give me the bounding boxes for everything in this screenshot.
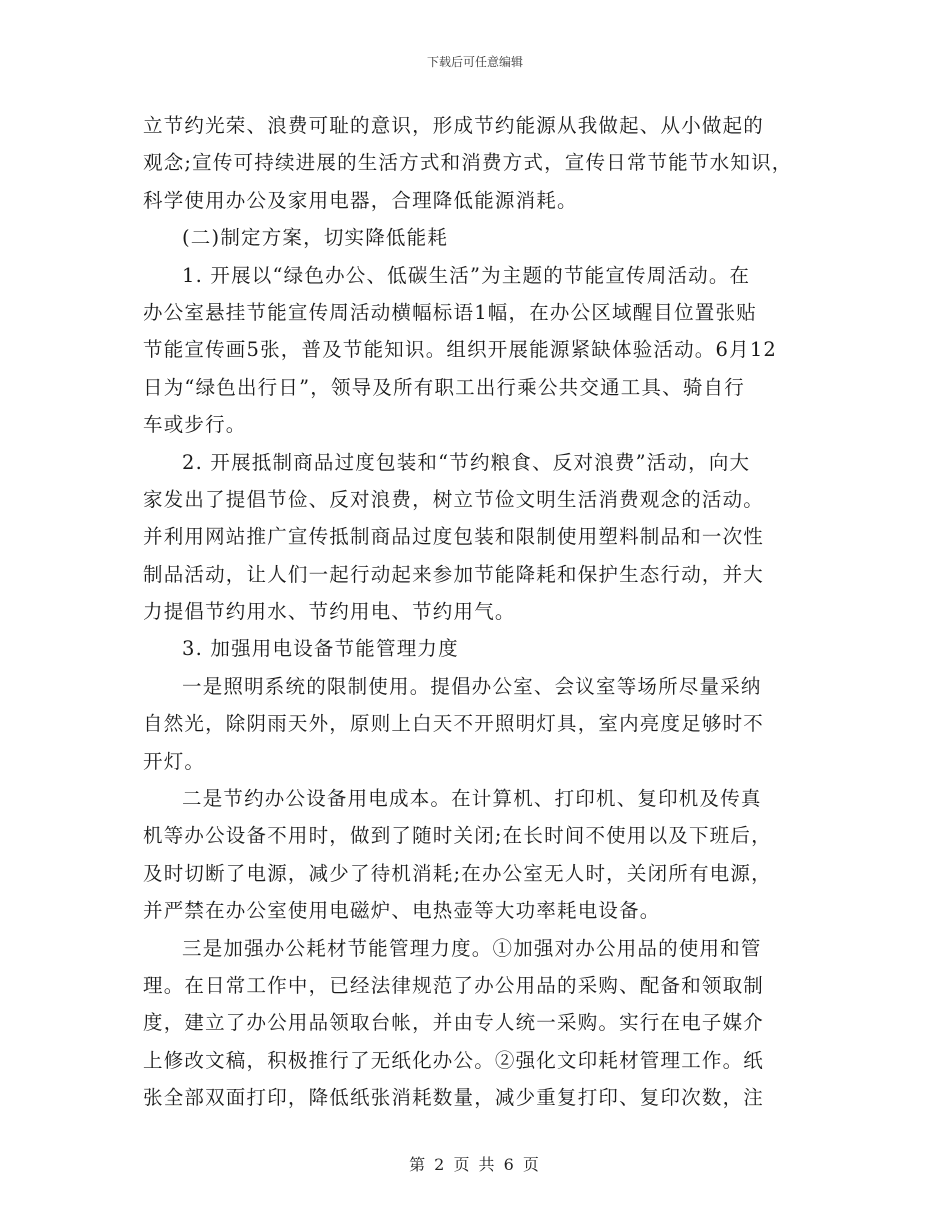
text-line: 观念;宣传可持续进展的生活方式和消费方式，宣传日常节能节水知识， — [143, 151, 793, 175]
text-line: 车或步行。 — [143, 413, 247, 437]
text-line: 一是照明系统的限制使用。提倡办公室、会议室等场所尽量采纳 — [182, 674, 762, 698]
text-line: (二)制定方案，切实降低能耗 — [182, 226, 449, 250]
text-line: 三是加强办公耗材节能管理力度。①加强对办公用品的使用和管 — [182, 936, 762, 960]
text-line: 自然光，除阴雨天外，原则上白天不开照明灯具，室内亮度足够时不 — [143, 712, 765, 736]
text-line: 并利用网站推广宣传抵制商品过度包装和限制使用塑料制品和一次性 — [143, 525, 765, 549]
text-line: 节能宣传画5张，普及节能知识。组织开展能源紧缺体验活动。6月12 — [143, 338, 778, 362]
page-header: 下载后可任意编辑 — [426, 55, 523, 69]
document-body — [143, 107, 811, 1117]
text-line: 力提倡节约用水、节约用电、节约用气。 — [143, 600, 516, 624]
text-line: 3. 加强用电设备节能管理力度 — [182, 637, 459, 661]
text-line: 及时切断了电源，减少了待机消耗;在办公室无人时，关闭所有电源， — [143, 861, 772, 885]
text-line: 开灯。 — [143, 749, 206, 773]
text-line: 日为“绿色出行日”，领导及所有职工出行乘公共交通工具、骑自行 — [143, 375, 745, 399]
text-line: 制品活动，让人们一起行动起来参加节能降耗和保护生态行动，并大 — [143, 562, 765, 586]
text-line: 机等办公设备不用时，做到了随时关闭;在长时间不使用以及下班后， — [143, 824, 772, 848]
text-line: 办公室悬挂节能宣传周活动横幅标语1幅，在办公区域醒目位置张贴 — [143, 300, 757, 324]
text-line: 并严禁在办公室使用电磁炉、电热壶等大功率耗电设备。 — [143, 899, 661, 923]
text-line: 立节约光荣、浪费可耻的意识，形成节约能源从我做起、从小做起的 — [143, 114, 765, 137]
text-line: 二是节约办公设备用电成本。在计算机、打印机、复印机及传真 — [182, 787, 762, 811]
text-line: 度，建立了办公用品领取台帐，并由专人统一采购。实行在电子媒介 — [143, 1011, 765, 1035]
text-line: 2. 开展抵制商品过度包装和“节约粮食、反对浪费”活动，向大 — [182, 450, 751, 474]
text-line: 理。在日常工作中，已经法律规范了办公用品的采购、配备和领取制 — [143, 973, 765, 997]
text-line: 张全部双面打印，降低纸张消耗数量，减少重复打印、复印次数，注 — [143, 1086, 765, 1110]
text-line: 科学使用办公及家用电器，合理降低能源消耗。 — [143, 188, 578, 212]
page-footer: 第 2 页 共 6 页 — [409, 1155, 541, 1174]
text-line: 家发出了提倡节俭、反对浪费，树立节俭文明生活消费观念的活动。 — [143, 487, 765, 511]
text-line: 上修改文稿，积极推行了无纸化办公。②强化文印耗材管理工作。纸 — [143, 1048, 765, 1072]
text-line: 1. 开展以“绿色办公、低碳生活”为主题的节能宣传周活动。在 — [182, 263, 751, 287]
